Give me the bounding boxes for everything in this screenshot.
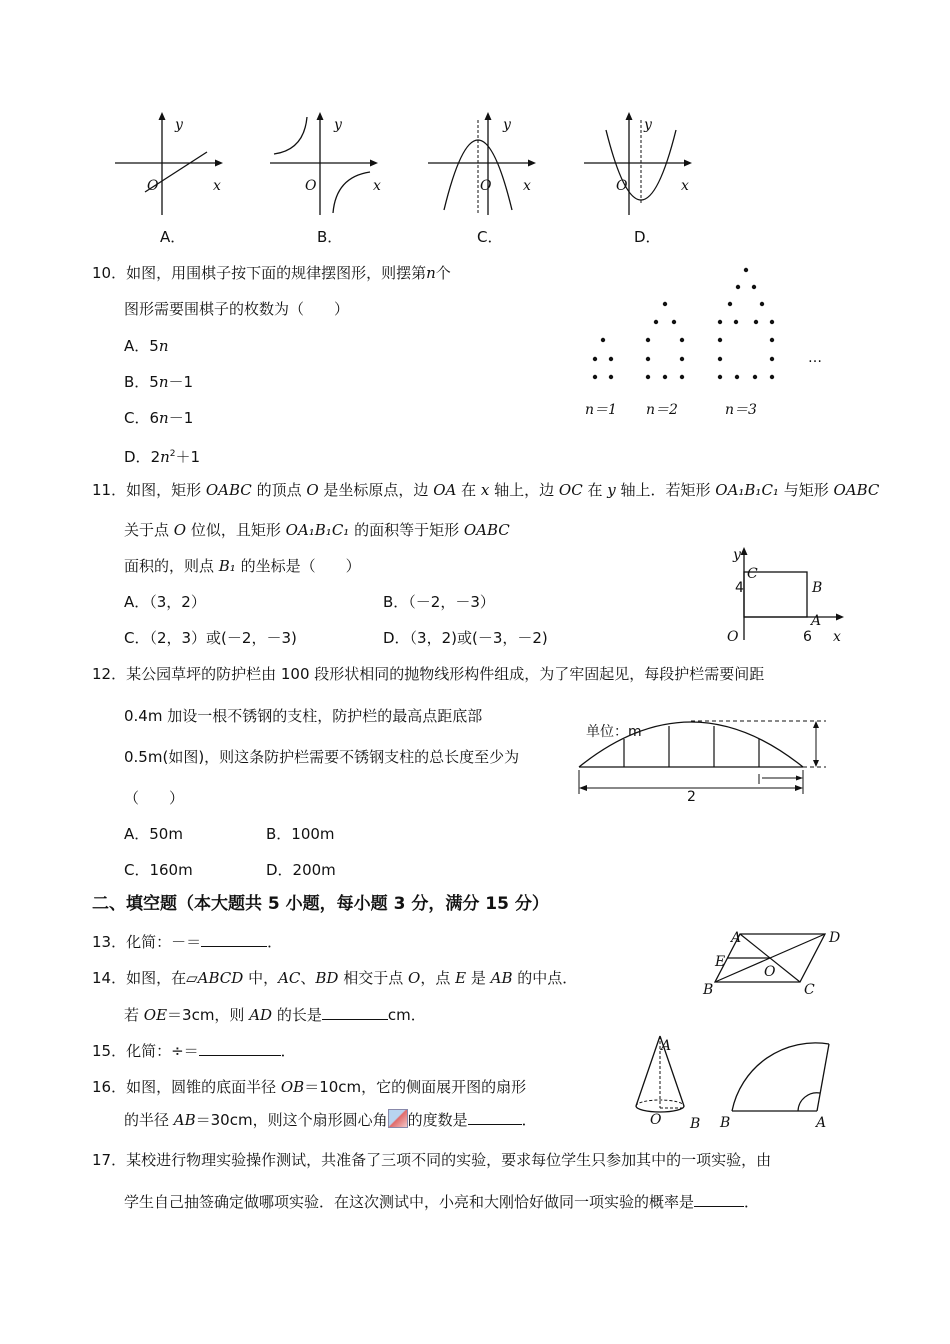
q14-fig-a: A xyxy=(731,930,742,946)
q11-fig-o: O xyxy=(727,629,739,645)
q9-option-b: B． xyxy=(317,228,343,246)
q11-option-a: A．（3，2） xyxy=(124,593,206,611)
q9-a-origin: O xyxy=(147,178,159,194)
q10-option-d: D．$2n^2+1$ xyxy=(124,448,201,466)
q14-fig-o: O xyxy=(764,964,776,980)
q10-pattern-2 xyxy=(646,302,684,379)
q12-line1: 12．某公园草坪的防护栏由 100 段形状相同的抛物线形构件组成，为了牢固起见，每段护栏需要间距 xyxy=(92,665,765,683)
q9-option-a: A． xyxy=(160,228,186,246)
q14-fig-c: C xyxy=(804,982,815,998)
q11-rectangle-figure xyxy=(722,545,852,645)
q9-option-c: C． xyxy=(477,228,503,246)
q14-fig-e: E xyxy=(715,954,726,970)
q16-cone-a: A xyxy=(661,1038,672,1054)
q10-line2: 图形需要围棋子的枚数为（ ） xyxy=(124,300,350,318)
q9-c-y-label: y xyxy=(503,117,511,133)
q9-a-x-label: x xyxy=(213,178,221,194)
q16-number: 16． xyxy=(92,1078,127,1096)
q9-b-x-label: x xyxy=(373,178,381,194)
q11-line3: 面积的，则点 B₁ 的坐标是（ ） xyxy=(124,557,361,575)
q9-graph-c xyxy=(428,110,543,220)
q13-number: 13． xyxy=(92,933,127,951)
q10-label-n2: n＝2 xyxy=(646,402,678,418)
q9-d-y-label: y xyxy=(644,117,652,133)
q9-graph-b xyxy=(270,110,385,220)
section2-title: 二、填空题（本大题共 5 小题，每小题 3 分，满分 15 分） xyxy=(92,894,549,914)
q15-answer-blank[interactable] xyxy=(199,1041,281,1056)
q16-sector-b: B xyxy=(720,1115,731,1131)
q12-option-d: D．200m xyxy=(266,861,336,879)
q14-line2: 若 OE＝3cm，则 AD 的长是 cm． xyxy=(124,1006,426,1024)
q10-number: 10． xyxy=(92,264,127,282)
q10-pattern-1 xyxy=(593,338,613,379)
q9-graph-a xyxy=(115,110,230,220)
q17-line2: 学生自己抽签确定做哪项实验．在这次测试中，小亮和大刚恰好做同一项实验的概率是 ． xyxy=(124,1193,760,1211)
q11-option-b: B．（－2，－3） xyxy=(383,593,495,611)
q12-option-a: A．50m xyxy=(124,825,183,843)
q16-sector-figure xyxy=(712,1040,852,1132)
q14-answer-blank[interactable] xyxy=(322,1005,388,1020)
q12-unit-label: 单位：m xyxy=(586,724,642,740)
q14-parallelogram-figure xyxy=(700,922,850,997)
q14-number: 14． xyxy=(92,969,127,987)
q15-number: 15． xyxy=(92,1042,127,1060)
q11-fig-y: y xyxy=(733,547,741,563)
q11-fig-four: 4 xyxy=(735,580,744,596)
q14-fig-d: D xyxy=(829,930,841,946)
q9-d-origin: O xyxy=(616,178,628,194)
q16-answer-blank[interactable] xyxy=(468,1110,522,1125)
q17-line1: 17．某校进行物理实验操作测试，共准备了三项不同的实验，要求每位学生只参加其中的一项实验，由 xyxy=(92,1151,772,1169)
q10-line1: 10．如图，用围棋子按下面的规律摆图形，则摆第n个 xyxy=(92,264,451,282)
q11-line2: 关于点 O 位似，且矩形 OA₁B₁C₁ 的面积等于矩形 OABC xyxy=(124,521,510,539)
q9-b-origin: O xyxy=(305,178,317,194)
q12-line4: （ ） xyxy=(124,789,185,807)
q12-option-c: C．160m xyxy=(124,861,193,879)
q10-option-c: C．6n－1 xyxy=(124,409,194,427)
q16-cone-figure xyxy=(628,1032,708,1132)
q11-fig-c: C xyxy=(747,566,758,582)
q10-label-n1: n＝1 xyxy=(585,402,617,418)
q13-answer-blank[interactable] xyxy=(201,932,267,947)
q9-d-x-label: x xyxy=(681,178,689,194)
q14-line1: 14．如图，在▱ABCD 中，AC、BD 相交于点 O，点 E 是 AB 的中点． xyxy=(92,969,578,987)
angle-image-icon xyxy=(388,1109,408,1128)
q11-option-d: D．（3，2)或(－3，－2) xyxy=(383,629,548,647)
q9-c-x-label: x xyxy=(523,178,531,194)
q16-line1: 16．如图，圆锥的底面半径 OB＝10cm，它的侧面展开图的扇形 xyxy=(92,1078,527,1096)
q9-option-d: D． xyxy=(634,228,661,246)
q12-number: 12． xyxy=(92,665,127,683)
q16-cone-o: O xyxy=(650,1112,662,1128)
q9-b-y-label: y xyxy=(334,117,342,133)
q10-label-n3: n＝3 xyxy=(725,402,757,418)
q11-option-c: C．（2，3）或(－2，－3) xyxy=(124,629,297,647)
q11-fig-x: x xyxy=(833,629,841,645)
q16-line2: 的半径 AB＝30cm，则这个扇形圆心角 的度数是 ． xyxy=(124,1111,537,1129)
q15-line: 15．化简：÷＝ ． xyxy=(92,1042,296,1060)
q17-answer-blank[interactable] xyxy=(694,1192,744,1207)
q11-fig-b: B xyxy=(812,580,823,596)
q14-fig-b: B xyxy=(703,982,714,998)
q16-cone-b: B xyxy=(690,1116,701,1132)
q13-line: 13．化简：－＝ ． xyxy=(92,933,283,951)
q10-option-b: B．5n－1 xyxy=(124,373,194,391)
q10-pebble-figure xyxy=(580,262,840,427)
q11-number: 11． xyxy=(92,481,127,499)
q10-ellipsis: … xyxy=(808,350,822,366)
q11-fig-six: 6 xyxy=(803,629,812,645)
q12-line3: 0.5m(如图)，则这条防护栏需要不锈钢支柱的总长度至少为 xyxy=(124,748,520,766)
q10-option-a: A．5n xyxy=(124,337,169,355)
q12-fence-figure xyxy=(576,712,836,804)
q11-fig-a: A xyxy=(811,613,822,629)
q9-c-origin: O xyxy=(480,178,492,194)
q9-graph-d xyxy=(584,110,699,220)
q11-line1: 11．如图，矩形 OABC 的顶点 O 是坐标原点，边 OA 在 x 轴上，边 OC 在 y 轴上．若矩形 OA₁B₁C₁ 与矩形 OABC xyxy=(92,481,880,499)
q12-line2: 0.4m 加设一根不锈钢的支柱，防护栏的最高点距底部 xyxy=(124,707,483,725)
q12-span-label: 2 xyxy=(687,789,696,805)
q12-option-b: B．100m xyxy=(266,825,335,843)
q17-number: 17． xyxy=(92,1151,127,1169)
q10-pattern-3 xyxy=(718,268,774,379)
q9-a-y-label: y xyxy=(175,117,183,133)
q16-sector-a: A xyxy=(816,1115,827,1131)
